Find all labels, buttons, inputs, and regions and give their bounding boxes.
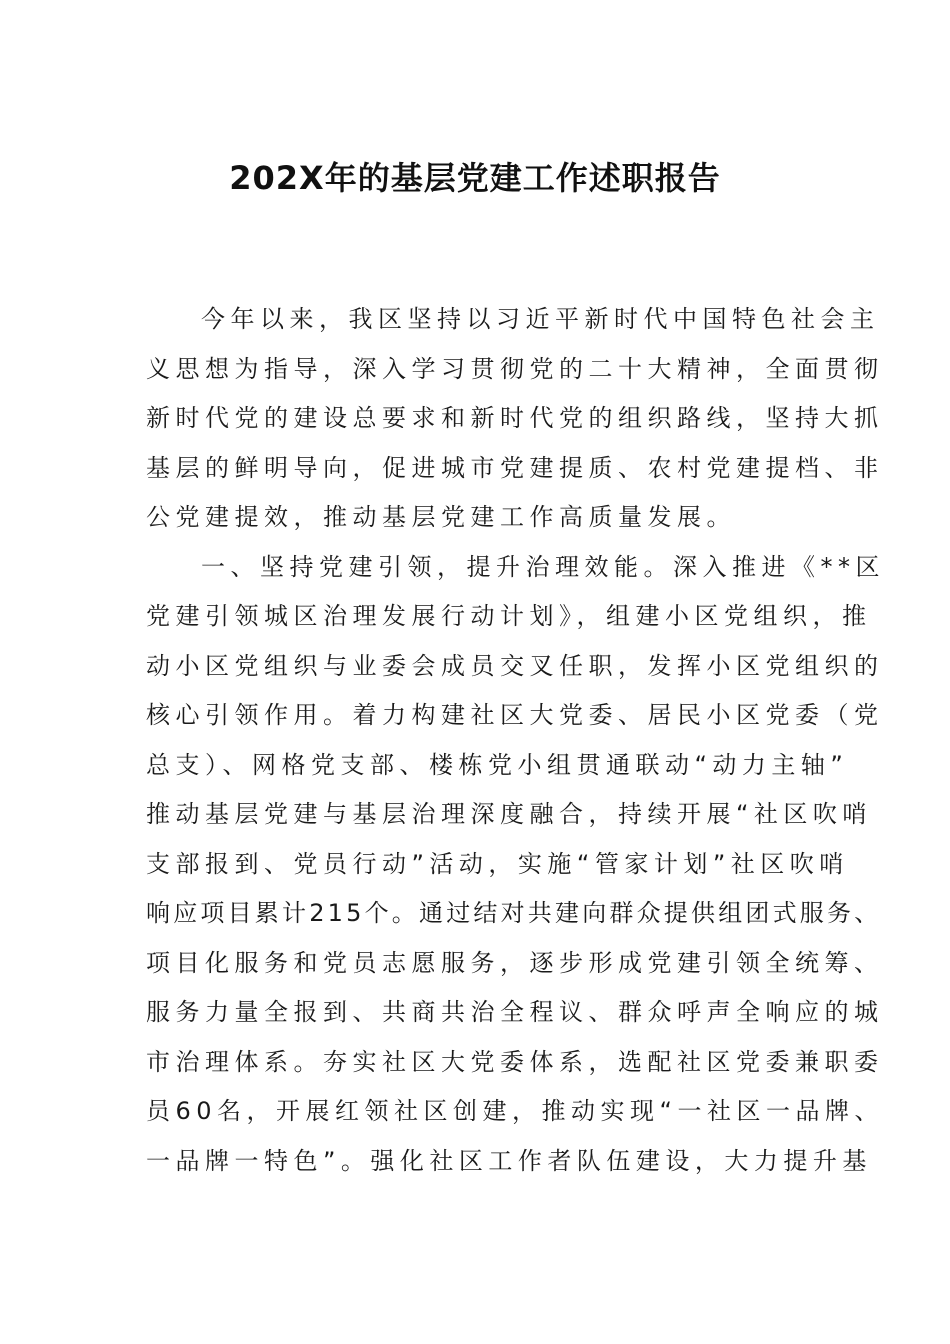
paragraph-line: 推动基层党建与基层治理深度融合，持续开展“社区吹哨 bbox=[146, 800, 872, 828]
paragraph-line: 基层的鲜明导向，促进城市党建提质、农村党建提档、非 bbox=[146, 453, 884, 482]
paragraph-line: 新时代党的建设总要求和新时代党的组织路线，坚持大抓 bbox=[146, 404, 884, 432]
paragraph-line: 一品牌一特色”。强化社区工作者队伍建设，大力提升基 bbox=[146, 1146, 872, 1175]
paragraph-line: 支部报到、党员行动”活动，实施“管家计划”社区吹哨 bbox=[146, 849, 849, 878]
document-body bbox=[146, 295, 885, 1186]
paragraph-line: 党建引领城区治理发展行动计划》，组建小区党组织，推 bbox=[146, 602, 872, 630]
document-title: 202X年的基层党建工作述职报告 bbox=[229, 159, 721, 197]
paragraph-line: 公党建提效，推动基层党建工作高质量发展。 bbox=[146, 503, 736, 531]
paragraph-line: 义思想为指导，深入学习贯彻党的二十大精神，全面贯彻 bbox=[146, 354, 884, 383]
paragraph-line: 总支）、网格党支部、楼栋党小组贯通联动“动力主轴” bbox=[146, 750, 849, 779]
paragraph-line: 市治理体系。夯实社区大党委体系，选配社区党委兼职委 bbox=[146, 1047, 884, 1076]
paragraph-line: 今年以来，我区坚持以习近平新时代中国特色社会主 bbox=[201, 305, 880, 333]
paragraph-line: 动小区党组织与业委会成员交叉任职，发挥小区党组织的 bbox=[146, 651, 884, 680]
paragraph-line: 项目化服务和党员志愿服务，逐步形成党建引领全统筹、 bbox=[146, 948, 884, 977]
paragraph-line: 一、坚持党建引领，提升治理效能。深入推进《**区 bbox=[201, 552, 885, 581]
paragraph-line: 服务力量全报到、共商共治全程议、群众呼声全响应的城 bbox=[146, 998, 884, 1026]
paragraph-line: 核心引领作用。着力构建社区大党委、居民小区党委（党 bbox=[146, 701, 884, 729]
paragraph-line: 响应项目累计215个。通过结对共建向群众提供组团式服务、 bbox=[146, 899, 882, 927]
paragraph-line: 员60名，开展红领社区创建，推动实现“一社区一品牌、 bbox=[146, 1097, 884, 1125]
